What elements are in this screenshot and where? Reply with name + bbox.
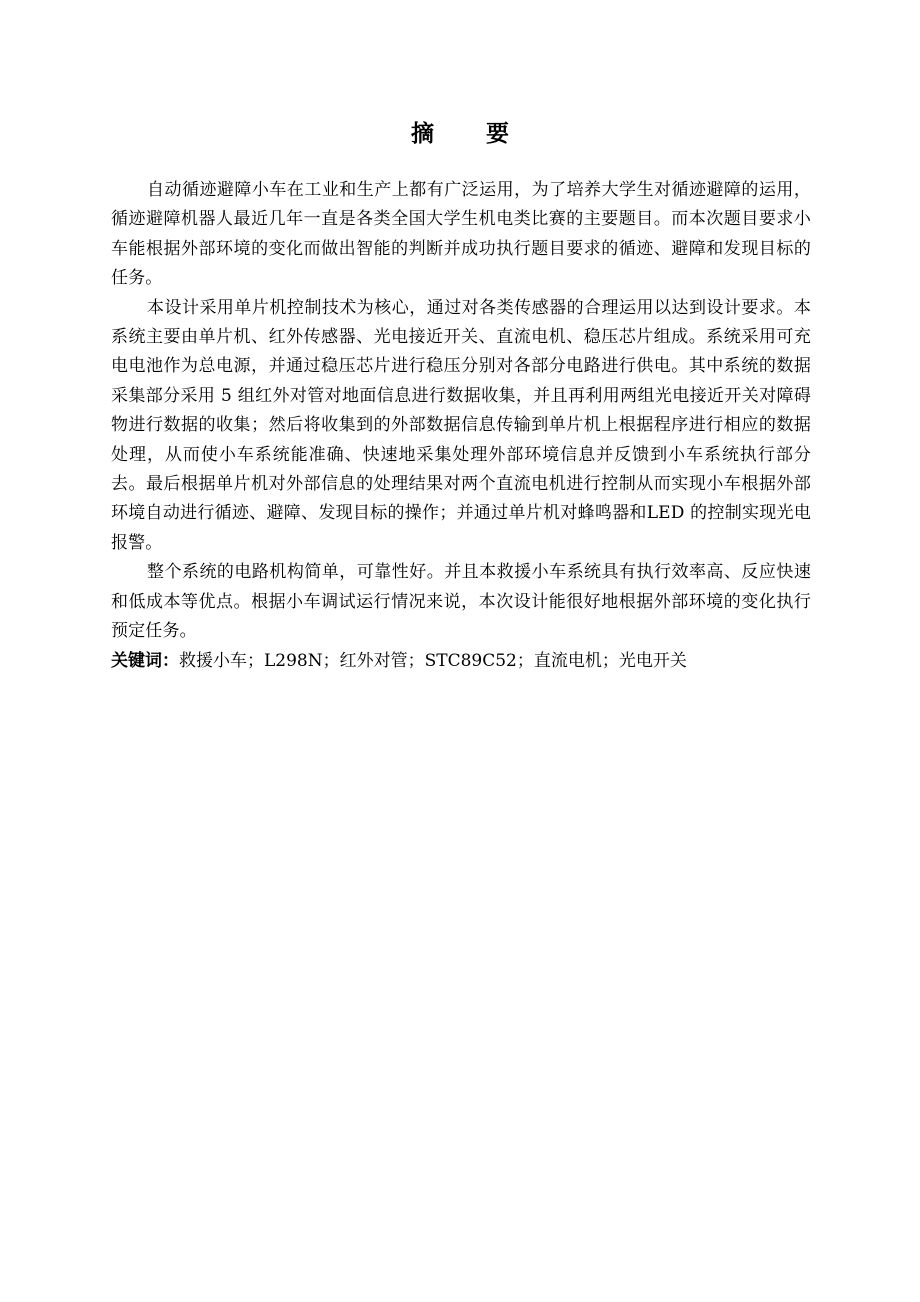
abstract-paragraph-1: 自动循迹避障小车在工业和生产上都有广泛运用，为了培养大学生对循迹避障的运用，循迹避障机器人最近几年一直是各类全国大学生机电类比赛的主要题目。而本次题目要求小车能根据外部环境的变化而做出智能的判断并成功执行题目要求的循迹、避障和发现目标的任务。 [111, 180, 811, 289]
keywords-line [111, 647, 811, 676]
abstract-paragraph-3: 整个系统的电路机构简单，可靠性好。并且本救援小车系统具有执行效率高、反应快速和低成本等优点。根据小车调试运行情况来说，本次设计能很好地根据外部环境的变化执行预定任务。 [111, 562, 811, 642]
page-title: 摘 要 [410, 121, 531, 147]
keywords-label: 关键词： [111, 650, 179, 671]
abstract-body [111, 176, 811, 676]
abstract-paragraph-2: 本设计采用单片机控制技术为核心，通过对各类传感器的合理运用以达到设计要求。本系统主要由单片机、红外传感器、光电接近开关、直流电机、稳压芯片组成。系统采用可充电电池作为总电源，并通过稳压芯片进行稳压分别对各部分电路进行供电。其中系统的数据采集部分采用 5 组红外对管对地面信息进行数据收集，并且再利用两组光电接近开关对障碍物进行数据的收集；然后将收集到的外部数据信息传输到单片机上根据程序进行相应的数据处理，从而使小车系统能准确、快速地采集处理外部环境信息并反馈到小车系统执行部分去。最后根据单片机对外部信息的处理结果对两个直流电机进行控制从而实现小车根据外部环境自动进行循迹、避障、发现目标的操作；并通过单片机对蜂鸣器和LED 的控制实现光电报警。 [111, 297, 811, 553]
keywords-text: 救援小车；L298N；红外对管；STC89C52；直流电机；光电开关 [179, 650, 687, 671]
